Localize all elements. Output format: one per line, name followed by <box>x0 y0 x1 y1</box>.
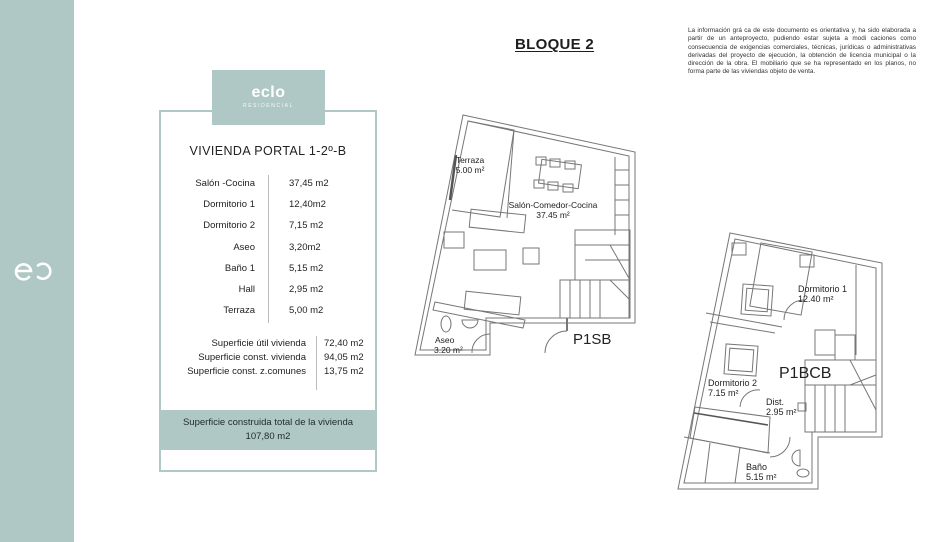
room-row <box>161 284 375 305</box>
room-row <box>161 178 375 199</box>
surface-value: 13,75 m2 <box>324 366 364 378</box>
brand-logo <box>212 70 325 125</box>
unit-title: VIVIENDA PORTAL 1-2º-B <box>189 144 347 158</box>
room-list <box>161 178 375 326</box>
disclaimer-text: La información grá ca de este documento es orientativa y, ha sido elaborada a partir de un anteproyecto, pudiendo estar sujeta a modi caciones como consecuencia de exigencias comerciales, técnicas, jurídicas o administrativas derivadas del proyecto de ejecución, la obtención de licencia municipal o la dirección de la obra. El mobiliario que se ha representado en los planos, no forma parte de las viviendas objeto de venta. <box>688 27 916 76</box>
surface-value: 72,40 m2 <box>324 338 364 349</box>
surface-name: Superficie const. vivienda <box>198 352 306 364</box>
room-row <box>161 242 375 263</box>
room-area-label: 5.00 m² <box>455 165 485 175</box>
surface-name: Superficie útil vivienda <box>211 338 306 349</box>
surface-name: Superficie const. z.comunes <box>187 366 306 378</box>
eco-monogram-icon <box>14 260 54 282</box>
room-label: Baño <box>746 462 768 472</box>
surface-row <box>161 352 375 366</box>
room-area: 37,45 m2 <box>289 178 329 189</box>
room-name: Terraza <box>223 305 255 317</box>
room-label: Dist. <box>766 397 784 407</box>
room-area: 12,40m2 <box>289 199 326 211</box>
total-surface-value: 107,80 m2 <box>245 431 291 442</box>
room-row <box>161 305 375 326</box>
surface-row <box>161 338 375 352</box>
room-label: Dormitorio 1 <box>798 284 848 294</box>
room-area-label: 12.40 m² <box>798 294 834 304</box>
room-label: Salón-Comedor-Cocina <box>508 200 598 210</box>
room-row <box>161 220 375 241</box>
room-label: Aseo <box>435 335 455 345</box>
room-name: Hall <box>238 283 255 295</box>
room-area: 3,20m2 <box>289 241 321 253</box>
room-area-label: 2.95 m² <box>766 407 797 417</box>
room-name: Salón -Cocina <box>195 178 255 189</box>
floor-plan-p1sb <box>410 110 650 370</box>
surface-value: 94,05 m2 <box>324 352 364 364</box>
brand-subtitle: RESIDENCIAL <box>243 103 294 109</box>
room-area: 5,15 m2 <box>289 262 324 274</box>
plan-label: P1SB <box>573 331 612 348</box>
surface-row <box>161 366 375 380</box>
unit-info-card <box>159 110 377 472</box>
room-name: Dormitorio 2 <box>203 220 255 232</box>
total-surface-label: Superficie construida total de la vivienda <box>182 417 354 428</box>
room-area-label: 37.45 m² <box>536 210 570 220</box>
room-area: 2,95 m2 <box>289 283 324 295</box>
room-label: Terraza <box>455 155 485 165</box>
room-area-label: 7.15 m² <box>708 388 739 398</box>
room-name: Baño 1 <box>224 262 255 274</box>
brand-name: eclo <box>251 84 286 101</box>
plan-label: P1BCB <box>779 365 832 382</box>
room-area: 5,00 m2 <box>289 305 324 317</box>
room-name: Dormitorio 1 <box>203 199 255 211</box>
page-title: BLOQUE 2 <box>515 36 595 53</box>
floor-plan-p1bcb <box>670 225 890 500</box>
surface-list <box>161 338 375 381</box>
room-label: Dormitorio 2 <box>708 378 758 388</box>
room-name: Aseo <box>233 241 255 253</box>
sidebar <box>0 0 74 542</box>
room-row <box>161 199 375 220</box>
total-surface-band <box>161 410 375 450</box>
room-area-label: 3.20 m² <box>434 345 463 355</box>
room-area-label: 5.15 m² <box>746 472 777 482</box>
room-row <box>161 263 375 284</box>
room-area: 7,15 m2 <box>289 220 324 232</box>
